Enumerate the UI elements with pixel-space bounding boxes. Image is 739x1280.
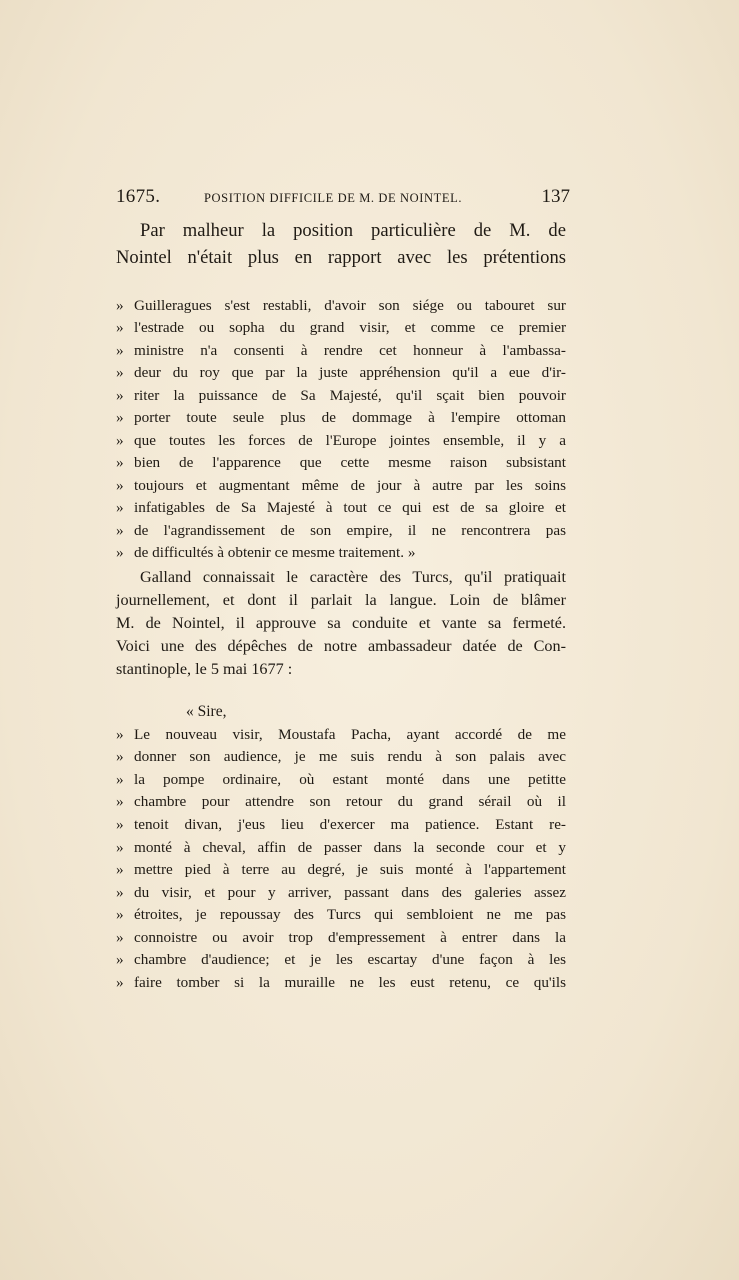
- quote-line: » Guilleragues s'est restabli, d'avoir son siége ou tabouret sur: [116, 297, 566, 314]
- paragraph-line: Galland connaissait le caractère des Turcs, qu'il pratiquait: [140, 568, 566, 586]
- lead-line: Nointel n'était plus en rapport avec les prétentions: [116, 247, 566, 268]
- quote-line: » que toutes les forces de l'Europe jointes ensemble, il y a: [116, 432, 566, 449]
- quote-line: » faire tomber si la muraille ne les eust retenu, ce qu'ils: [116, 974, 566, 991]
- quote-line: » chambre d'audience; et je les escartay d'une façon à les: [116, 951, 566, 968]
- quote-line: » de l'agrandissement de son empire, il ne rencontrera pas: [116, 522, 566, 539]
- paragraph-line: journellement, et dont il parlait la langue. Loin de blâmer: [116, 591, 566, 609]
- salutation: « Sire,: [186, 703, 227, 720]
- quote-line: » chambre pour attendre son retour du grand sérail où il: [116, 793, 566, 810]
- header-title: POSITION DIFFICILE DE M. DE NOINTEL.: [204, 191, 463, 205]
- paragraph-line: M. de Nointel, il approuve sa conduite et vante sa fermeté.: [116, 614, 566, 632]
- quote-line: » toujours et augmentant même de jour à autre par les soins: [116, 477, 566, 494]
- paragraph-line: stantinople, le 5 mai 1677 :: [116, 660, 293, 678]
- header-year: 1675.: [116, 186, 161, 207]
- quote-line: » Le nouveau visir, Moustafa Pacha, ayant accordé de me: [116, 726, 566, 743]
- quote-line: » la pompe ordinaire, où estant monté dans une petitte: [116, 771, 566, 788]
- quote-line: » riter la puissance de Sa Majesté, qu'il sçait bien pouvoir: [116, 387, 566, 404]
- quote-line: » bien de l'apparence que cette mesme raison subsistant: [116, 454, 566, 471]
- quote-line: » porter toute seule plus de dommage à l'empire ottoman: [116, 409, 566, 426]
- quote-line: » ministre n'a consenti à rendre cet honneur à l'ambassa-: [116, 342, 566, 359]
- quote-line: » de difficultés à obtenir ce mesme traitement. »: [116, 544, 416, 561]
- quote-line: » du visir, et pour y arriver, passant dans des galeries assez: [116, 884, 566, 901]
- quote-line: » donner son audience, je me suis rendu à son palais avec: [116, 748, 566, 765]
- running-header: [116, 186, 570, 214]
- quote-line: » deur du roy que par la juste appréhension qu'il a eue d'ir-: [116, 364, 566, 381]
- quote-line: » connoistre ou avoir trop d'empressement à entrer dans la: [116, 929, 566, 946]
- paragraph-line: Voici une des dépêches de notre ambassadeur datée de Con-: [116, 637, 566, 655]
- quote-line: » monté à cheval, affin de passer dans la seconde cour et y: [116, 839, 566, 856]
- quote-line: » tenoit divan, j'eus lieu d'exercer ma patience. Estant re-: [116, 816, 566, 833]
- quote-line: » mettre pied à terre au degré, je suis monté à l'appartement: [116, 861, 566, 878]
- page-number: 137: [541, 186, 570, 207]
- quote-line: » infatigables de Sa Majesté à tout ce qui est de sa gloire et: [116, 499, 566, 516]
- quote-line: » étroites, je repoussay des Turcs qui sembloient ne me pas: [116, 906, 566, 923]
- quote-line: » l'estrade ou sopha du grand visir, et comme ce premier: [116, 319, 566, 336]
- lead-line: Par malheur la position particulière de M. de: [140, 220, 566, 241]
